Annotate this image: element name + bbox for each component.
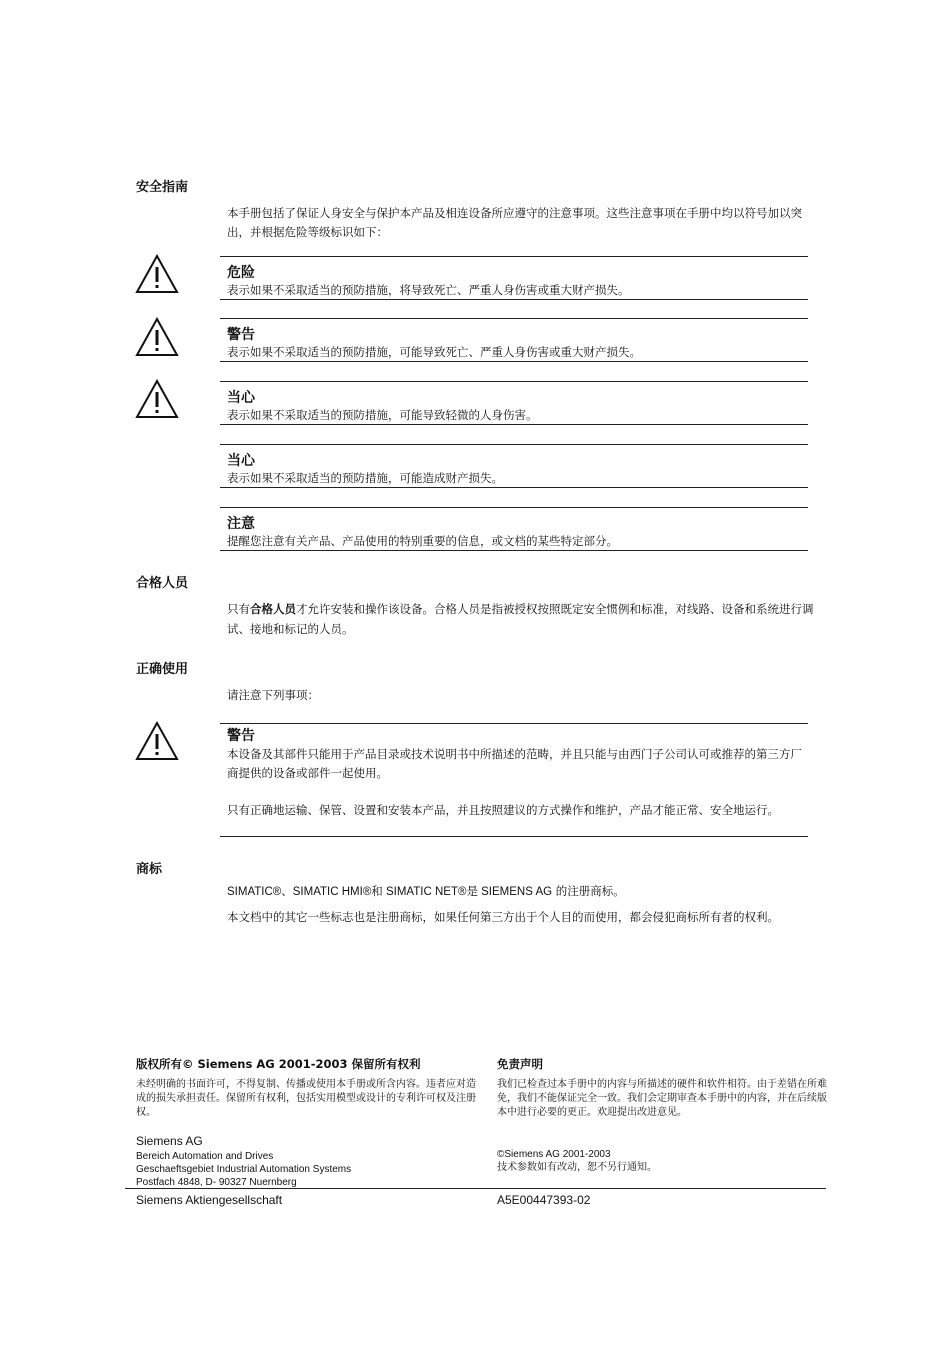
divider [220, 318, 808, 319]
warning-triangle-icon [135, 379, 179, 419]
section-title-correct-use: 正确使用 [136, 662, 189, 677]
warning-triangle-icon [135, 254, 179, 294]
level-text-warning: 表示如果不采取适当的预防措施，可能导致死亡、严重人身伤害或重大财产损失。 [227, 345, 641, 359]
address-line-2: Geschaeftsgebiet Industrial Automation Systems [136, 1164, 352, 1175]
level-title-warning: 警告 [227, 327, 255, 343]
divider [220, 723, 808, 724]
divider [220, 381, 808, 382]
level-text-caution: 表示如果不采取适当的预防措施，可能导致轻微的人身伤害。 [227, 408, 538, 422]
company-name: Siemens AG [136, 1134, 203, 1148]
warning-triangle-icon [135, 317, 179, 357]
copyright-short: ©Siemens AG 2001-2003 [497, 1149, 611, 1160]
divider [220, 361, 808, 362]
divider [220, 507, 808, 508]
address-line-1: Bereich Automation and Drives [136, 1151, 274, 1162]
level-text-caution-property: 表示如果不采取适当的预防措施，可能造成财产损失。 [227, 471, 503, 485]
divider [220, 550, 808, 551]
warning-triangle-icon [135, 721, 179, 761]
qualified-text: 只有合格人员才允许安装和操作该设备。合格人员是指被授权按照既定安全惯例和标准，对线路、设备和系统进行调试、接地和标记的人员。 [227, 602, 814, 636]
level-title-notice: 注意 [227, 516, 255, 532]
safety-intro: 本手册包括了保证人身安全与保护本产品及相连设备所应遵守的注意事项。这些注意事项在手册中均以符号加以突出，并根据危险等级标识如下： [227, 206, 802, 239]
divider [220, 836, 808, 837]
trademarks-line-2: 本文档中的其它一些标志也是注册商标，如果任何第三方出于个人目的而使用，都会侵犯商标所有者的权利。 [227, 910, 779, 924]
disclaimer-text: 我们已检查过本手册中的内容与所描述的硬件和软件相符。由于差错在所难免，我们不能保证完全一致。我们会定期审查本手册中的内容，并在后续版本中进行必要的更正。欢迎提出改进意见。 [497, 1079, 827, 1118]
correct-use-intro: 请注意下列事项： [227, 688, 319, 702]
copyright-text: 未经明确的书面许可，不得复制、传播或使用本手册或所含内容。违者应对造成的损失承担责任。保留所有权利，包括实用模型或设计的专利许可权及注册权。 [136, 1079, 476, 1118]
subject-to-change: 技术参数如有改动，恕不另行通知。 [497, 1162, 657, 1173]
correct-use-text-2: 只有正确地运输、保管、设置和安装本产品，并且按照建议的方式操作和维护，产品才能正常、安全地运行。 [227, 803, 779, 817]
disclaimer-title: 免责声明 [497, 1057, 543, 1071]
level-text-danger: 表示如果不采取适当的预防措施，将导致死亡、严重人身伤害或重大财产损失。 [227, 283, 630, 297]
divider [220, 487, 808, 488]
level-title-caution: 当心 [227, 390, 255, 406]
section-title-qualified: 合格人员 [136, 576, 189, 591]
section-title-safety: 安全指南 [136, 180, 189, 195]
level-title-caution-property: 当心 [227, 453, 255, 469]
address-line-3: Postfach 4848, D- 90327 Nuernberg [136, 1177, 297, 1188]
order-number: A5E00447393-02 [497, 1193, 591, 1207]
divider [220, 424, 808, 425]
divider [220, 256, 808, 257]
section-title-trademarks: 商标 [136, 862, 163, 877]
copyright-title: 版权所有© Siemens AG 2001-2003 保留所有权利 [136, 1057, 421, 1071]
company-full-name: Siemens Aktiengesellschaft [136, 1193, 283, 1207]
trademarks-line-1: SIMATIC®、SIMATIC HMI®和 SIMATIC NET®是 SIEMENS AG 的注册商标。 [227, 884, 625, 898]
divider [220, 444, 808, 445]
correct-use-text-1: 本设备及其部件只能用于产品目录或技术说明书中所描述的范畴，并且只能与由西门子公司认可或推荐的第三方厂商提供的设备或部件一起使用。 [227, 747, 802, 780]
level-text-notice: 提醒您注意有关产品、产品使用的特别重要的信息，或文档的某些特定部分。 [227, 534, 618, 548]
correct-use-warning-title: 警告 [227, 728, 255, 744]
level-title-danger: 危险 [227, 265, 255, 281]
footer-divider [125, 1188, 826, 1189]
divider [220, 299, 808, 300]
